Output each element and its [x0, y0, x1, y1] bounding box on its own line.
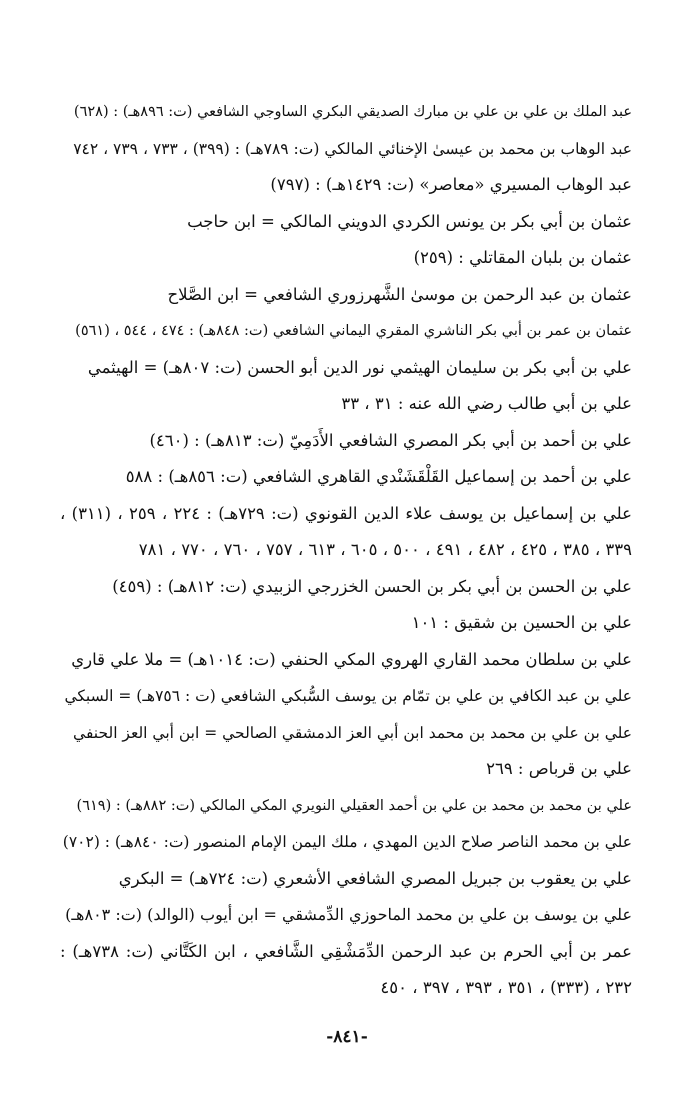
index-entry: علي بن أحمد بن أبي بكر المصري الشافعي الأَدَمِيّ (ت: ٨١٣هـ) : (٤٦٠) — [149, 430, 632, 450]
index-entry: علي بن الحسين بن شقيق : ١٠١ — [411, 613, 632, 632]
index-entry: علي بن محمد الناصر صلاح الدين المهدي ، ملك اليمن الإمام المنصور (ت: ٨٤٠هـ) : (٧٠٢) — [62, 833, 632, 851]
index-entry: علي بن أبي طالب رضي الله عنه : ٣١ ، ٣٣ — [341, 394, 632, 413]
index-entry: عثمان بن أبي بكر بن يونس الكردي الدويني المالكي = ابن حاجب — [187, 211, 632, 231]
index-entry: علي بن الحسن بن أبي بكر بن الحسن الخزرجي الزبيدي (ت: ٨١٢هـ) : (٤٥٩) — [112, 576, 632, 596]
index-entry: علي بن عبد الكافي بن علي بن تمّام بن يوسف السُّبكي الشافعي (ت : ٧٥٦هـ) = السبكي — [64, 687, 632, 705]
index-entry: عثمان بن بلبان المقاتلي : (٢٥٩) — [413, 248, 632, 267]
index-entry: علي بن يوسف بن علي بن محمد الماحوزي الدِّمشقي = ابن أيوب (الوالد) (ت: ٨٠٣هـ) — [65, 905, 632, 924]
index-entry: عبد الوهاب المسيري «معاصر» (ت: ١٤٢٩هـ) : (٧٩٧) — [270, 175, 632, 194]
index-entry: عثمان بن عبد الرحمن بن موسىٰ الشَّهرزوري الشافعي = ابن الصَّلاح — [167, 284, 632, 304]
index-entry: عثمان بن عمر بن أبي بكر الناشري المقري اليماني الشافعي (ت: ٨٤٨هـ) : ٤٧٤ ، ٥٤٤ ، (٥٦١) — [75, 323, 632, 339]
index-entry: علي بن محمد بن محمد بن علي بن أحمد العقيلي النويري المكي المالكي (ت: ٨٨٢هـ) : (٦١٩) — [76, 797, 632, 814]
index-entry: علي بن علي بن محمد بن محمد ابن أبي العز الدمشقي الصالحي = ابن أبي العز الحنفي — [73, 723, 632, 742]
index-entry: علي بن سلطان محمد القاري الهروي المكي الحنفي (ت: ١٠١٤هـ) = ملا علي قاري — [71, 649, 632, 669]
index-entry: عبد الملك بن علي بن علي بن مبارك الصديقي البكري الساوجي الشافعي (ت: ٨٩٦هـ) : (٦٢٨) — [73, 104, 632, 120]
index-entry: علي بن قرباص : ٢٦٩ — [486, 759, 632, 778]
page-number: -٨٤١- — [326, 1027, 368, 1047]
index-entry: علي بن أبي بكر بن سليمان الهيثمي نور الدين أبو الحسن (ت: ٨٠٧هـ) = الهيثمي — [87, 357, 632, 377]
index-entry: علي بن أحمد بن إسماعيل القَلْقَشَنْدي القاهري الشافعي (ت: ٨٥٦هـ) : ٥٨٨ — [125, 467, 632, 486]
index-entry: عمر بن أبي الحرم بن عبد الرحمن الدِّمَشْقِي الشَّافعي ، ابن الكَتَّاني (ت: ٧٣٨هـ) : ٢٣٢ ، (٣٣٣) ، ٣٥١ ، ٣٩٣ ، ٣٩٧ ، ٤٥٠ — [60, 941, 632, 997]
index-entry: عبد الوهاب بن محمد بن عيسىٰ الإخنائي المالكي (ت: ٧٨٩هـ) : (٣٩٩) ، ٧٣٣ ، ٧٣٩ ، ٧٤٢ — [73, 139, 632, 158]
index-entry: علي بن يعقوب بن جبريل المصري الشافعي الأشعري (ت: ٧٢٤هـ) = البكري — [118, 868, 632, 888]
index-entry: علي بن إسماعيل بن يوسف علاء الدين القونوي (ت: ٧٢٩هـ) : ٢٢٤ ، ٢٥٩ ، (٣١١) ، ٣٣٩ ، ٣٨٥ ، ٤٢٥ ، ٤٨٢ ، ٤٩١ ، ٥٠٠ ، ٦٠٥ ، ٦١٣ ، ٧٥٧ ، ٧٦٠ ، ٧٧٠ ، ٧٨١ — [60, 503, 632, 559]
